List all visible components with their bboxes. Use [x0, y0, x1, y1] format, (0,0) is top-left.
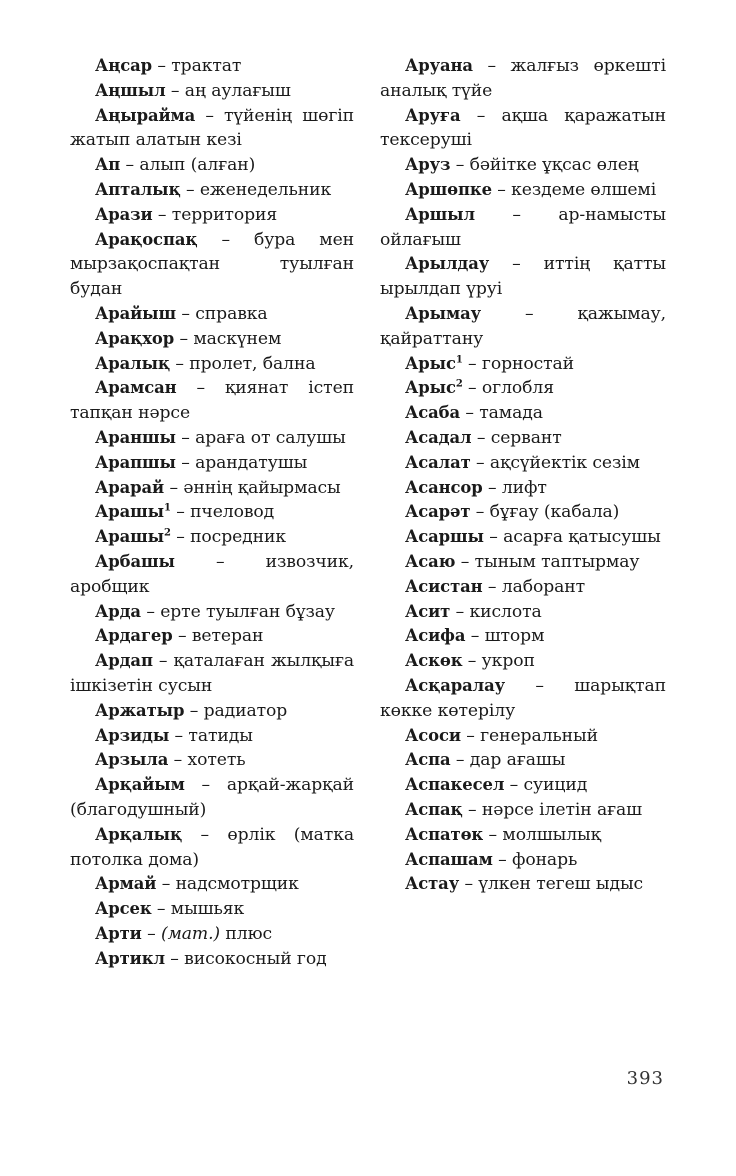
- dictionary-entry: Аскөк – укроп: [405, 651, 535, 672]
- entry-headword: Араншы: [95, 427, 176, 447]
- dictionary-entry: Аруз – бәйітке ұқсас өлең: [405, 155, 639, 176]
- entry-definition: жалғыз өркешті аналық түйе: [380, 56, 666, 101]
- entry-definition: дар ағашы: [469, 750, 566, 771]
- entry-definition: надсмотрщик: [175, 874, 299, 895]
- entry-headword: Асалат: [405, 452, 471, 472]
- dictionary-entry: Арарай – әннің қайырмасы: [95, 477, 341, 498]
- entry-definition: үлкен тегеш ыдыс: [478, 874, 644, 895]
- entry-headword: Арашы: [95, 527, 164, 547]
- left-column: [70, 54, 354, 971]
- entry-headword: Аспашам: [405, 849, 493, 869]
- entry-headword: Арақоспақ: [95, 229, 198, 249]
- dictionary-entry: Аспақ – нәрсе ілетін ағаш: [405, 799, 643, 820]
- entry-headword: Аржатыр: [95, 700, 185, 720]
- entry-definition: укроп: [481, 651, 535, 672]
- dictionary-entry: Аңырайма – түйенің шөгіп жатып алатын кезі: [70, 105, 354, 151]
- entry-definition: молшылық: [502, 824, 601, 845]
- entry-definition: еженедельник: [199, 179, 332, 200]
- dictionary-entry: Аруана – жалғыз өркешті аналық түйе: [380, 56, 666, 101]
- dictionary-entry: Аруға – ақша қаражатын тексеруші: [380, 105, 666, 151]
- dictionary-entry: Аршөпке – кездеме өлшемі: [405, 179, 657, 200]
- entry-headword: Арыс: [405, 378, 456, 398]
- dictionary-entry: Ардагер – ветеран: [95, 626, 264, 647]
- entry-definition: трактат: [171, 56, 242, 76]
- entry-headword: Асарәт: [405, 502, 471, 522]
- entry-definition: ақша қаражатын тексеруші: [380, 105, 666, 151]
- dictionary-entry: Астау – үлкен тегеш ыдыс: [405, 874, 644, 895]
- dictionary-entry: Асадал – сервант: [405, 427, 562, 448]
- entry-headword: Аспакесел: [405, 775, 505, 795]
- entry-definition: генеральный: [480, 725, 598, 746]
- entry-headword: Артикл: [95, 948, 165, 968]
- dictionary-entry: Асистан – лаборант: [405, 576, 586, 597]
- dictionary-entry: Арыс$^1$ – горностай: [405, 353, 575, 374]
- dictionary-entry: Арти – (мат.) плюс: [95, 923, 272, 944]
- entry-definition: ветеран: [191, 626, 264, 647]
- entry-homonym-number: 2: [163, 527, 171, 539]
- entry-definition: қажымау, қайраттану: [380, 303, 666, 349]
- entry-definition: қаталаған жылқыға ішкізетін сусын: [70, 651, 354, 696]
- dictionary-entry: Аралық – пролет, бална: [95, 353, 316, 374]
- entry-definition: високосный год: [184, 948, 327, 969]
- dictionary-entry: Арыс$^2$ – оглобля: [405, 378, 554, 399]
- dictionary-entry: Асқаралау – шарықтап көкке көтерілу: [380, 675, 666, 721]
- entry-headword: Астау: [405, 874, 460, 894]
- entry-headword: Аспа: [405, 750, 451, 770]
- dictionary-entry: Асифа – шторм: [405, 626, 545, 647]
- entry-definition: сервант: [490, 427, 562, 448]
- dictionary-entry: Арази – территория: [95, 204, 278, 225]
- entry-headword: Аскөк: [405, 651, 463, 671]
- entry-headword: Ардагер: [95, 626, 173, 646]
- entry-headword: Аспатөк: [405, 824, 484, 844]
- entry-headword: Арбашы: [95, 551, 175, 571]
- dictionary-entry: Асаю – тыным таптырмау: [405, 551, 640, 572]
- dictionary-entry: Асит – кислота: [405, 601, 542, 622]
- entry-headword: Ап: [95, 155, 121, 175]
- entry-headword: Апталық: [95, 179, 181, 199]
- dictionary-entry: Асарәт – бұғау (кабала): [405, 502, 620, 523]
- dictionary-entry: Асоси – генеральный: [405, 725, 598, 746]
- entry-headword: Арқайым: [95, 775, 185, 795]
- entry-definition: ерте туылған бұзау: [160, 601, 335, 622]
- entry-definition: тыным таптырмау: [474, 551, 640, 572]
- entry-definition: пчеловод: [190, 502, 275, 523]
- entry-homonym-number: 2: [455, 378, 463, 390]
- entry-definition: асарға қатысушы: [503, 527, 661, 548]
- dictionary-entry: Арақоспақ – бура мен мырзақоспақтан туылған будан: [70, 229, 354, 300]
- dictionary-entry: Арбашы – извозчик, аробщик: [70, 551, 354, 597]
- dictionary-entry: Арсек – мышьяк: [95, 899, 245, 920]
- entry-headword: Арзыла: [95, 750, 169, 770]
- entry-headword: Арқалық: [95, 824, 183, 844]
- entry-definition: нәрсе ілетін ағаш: [481, 799, 643, 820]
- dictionary-entry: Асаба – тамада: [405, 403, 543, 424]
- entry-headword: Арази: [95, 204, 153, 224]
- entry-definition: кислота: [469, 601, 542, 622]
- dictionary-entry: Аңсар – трактат: [95, 56, 242, 76]
- entry-headword: Арайыш: [95, 303, 177, 323]
- entry-definition: пролет, бална: [189, 353, 316, 374]
- entry-headword: Арылдау: [405, 254, 490, 274]
- entry-headword: Арти: [95, 923, 142, 943]
- entry-headword: Асқаралау: [405, 675, 505, 695]
- entry-headword: Арыс: [405, 353, 456, 373]
- dictionary-entry: Арзиды – татиды: [95, 725, 253, 746]
- entry-definition: татиды: [188, 725, 253, 746]
- entry-definition: қиянат істеп тапқан нәрсе: [70, 378, 354, 424]
- entry-headword: Аршөпке: [405, 179, 492, 199]
- dictionary-entry: Арамсан – қиянат істеп тапқан нәрсе: [70, 378, 354, 424]
- entry-headword: Аршыл: [405, 204, 475, 224]
- dictionary-entry: Аңшыл – аң аулағыш: [95, 80, 291, 101]
- entry-definition: арқай-жарқай (благодушный): [70, 775, 354, 820]
- entry-homonym-number: 1: [455, 353, 463, 365]
- dictionary-entry: Аспакесел – суицид: [405, 775, 588, 796]
- entry-definition: плюс: [225, 923, 272, 944]
- dictionary-entry: Аспатөк – молшылық: [405, 824, 601, 845]
- entry-headword: Армай: [95, 874, 157, 894]
- dictionary-entry: Арақхор – маскүнем: [95, 328, 282, 349]
- entry-definition: аң аулағыш: [184, 80, 291, 101]
- right-column: [380, 54, 666, 897]
- entry-definition: лифт: [501, 477, 547, 498]
- dictionary-entry: Армай – надсмотрщик: [95, 874, 299, 895]
- entry-headword: Аруана: [405, 56, 473, 75]
- dictionary-entry: Ап – алып (алған): [95, 155, 256, 176]
- entry-headword: Асаю: [405, 551, 456, 571]
- dictionary-entry: Арзыла – хотеть: [95, 750, 246, 771]
- dictionary-entry: Арашы$^2$ – посредник: [95, 527, 287, 548]
- dictionary-entry: Арда – ерте туылған бұзау: [95, 601, 335, 622]
- entry-definition: суицид: [523, 775, 588, 796]
- page-number: 393: [626, 1068, 664, 1089]
- entry-headword: Аруға: [405, 105, 461, 125]
- entry-definition: кездеме өлшемі: [511, 179, 657, 200]
- entry-definition: түйенің шөгіп жатып алатын кезі: [70, 105, 354, 151]
- entry-definition: бәйітке ұқсас өлең: [469, 155, 639, 176]
- entry-definition: арандатушы: [195, 452, 308, 473]
- entry-definition: өрлік (матка потолка дома): [70, 824, 354, 870]
- entry-headword: Арда: [95, 601, 141, 621]
- entry-definition: шторм: [484, 626, 545, 647]
- entry-headword: Аңсар: [95, 56, 153, 75]
- dictionary-entry: Аржатыр – радиатор: [95, 700, 288, 721]
- entry-definition: горностай: [481, 353, 575, 374]
- entry-headword: Арақхор: [95, 328, 175, 348]
- entry-definition: ар-намысты ойлағыш: [380, 204, 666, 250]
- entry-usage-label: (мат.): [160, 923, 221, 944]
- entry-headword: Арымау: [405, 303, 481, 323]
- entry-definition: алып (алған): [139, 155, 256, 176]
- entry-headword: Асистан: [405, 576, 483, 596]
- entry-definition: извозчик, аробщик: [70, 551, 354, 597]
- dictionary-entry: Арашы$^1$ – пчеловод: [95, 502, 275, 523]
- entry-definition: әннің қайырмасы: [183, 477, 341, 498]
- entry-homonym-number: 1: [163, 502, 171, 514]
- dictionary-entry: Апталық – еженедельник: [95, 179, 332, 200]
- entry-definition: араға от салушы: [195, 427, 346, 448]
- entry-definition: радиатор: [203, 700, 288, 721]
- entry-headword: Арамсан: [95, 378, 177, 398]
- entry-headword: Асоси: [405, 725, 461, 745]
- entry-definition: лаборант: [501, 576, 586, 597]
- entry-headword: Ардап: [95, 651, 153, 671]
- dictionary-entry: Асалат – ақсүйектік сезім: [405, 452, 640, 473]
- entry-definition: хотеть: [187, 750, 246, 771]
- dictionary-entry: Аспашам – фонарь: [405, 849, 578, 870]
- dictionary-entry: Аршыл – ар-намысты ойлағыш: [380, 204, 666, 250]
- dictionary-entry: Ардап – қаталаған жылқыға ішкізетін сусын: [70, 651, 354, 696]
- dictionary-entry: Арылдау – иттің қатты ырылдап үруі: [380, 254, 666, 300]
- entry-definition: оглобля: [481, 378, 554, 399]
- entry-headword: Асансор: [405, 477, 483, 497]
- entry-definition: шарықтап көкке көтерілу: [380, 675, 666, 721]
- entry-headword: Аңшыл: [95, 80, 166, 100]
- entry-headword: Асадал: [405, 427, 472, 447]
- dictionary-entry: Араншы – араға от салушы: [95, 427, 346, 448]
- entry-headword: Аспақ: [405, 799, 463, 819]
- entry-definition: фонарь: [511, 849, 578, 870]
- entry-headword: Аралық: [95, 353, 171, 373]
- dictionary-entry: Арапшы – арандатушы: [95, 452, 308, 473]
- entry-headword: Асаршы: [405, 527, 484, 547]
- dictionary-entry: Арқайым – арқай-жарқай (благодушный): [70, 775, 354, 820]
- dictionary-entry: Арайыш – справка: [95, 303, 268, 324]
- entry-headword: Аңырайма: [95, 105, 196, 125]
- dictionary-entry: Арқалық – өрлік (матка потолка дома): [70, 824, 354, 870]
- entry-headword: Асифа: [405, 626, 466, 646]
- entry-definition: справка: [195, 303, 268, 324]
- entry-definition: бұғау (кабала): [489, 502, 620, 523]
- entry-definition: мышьяк: [170, 899, 245, 920]
- dictionary-entry: Арымау – қажымау, қайраттану: [380, 303, 666, 349]
- dictionary-entry: Асансор – лифт: [405, 477, 547, 498]
- entry-definition: ақсүйектік сезім: [489, 452, 640, 473]
- dictionary-entry: Артикл – високосный год: [95, 948, 327, 969]
- dictionary-entry: Асаршы – асарға қатысушы: [405, 527, 661, 548]
- entry-definition: территория: [171, 204, 278, 225]
- entry-definition: бура мен мырзақоспақтан туылған будан: [70, 229, 354, 300]
- dictionary-entry: Аспа – дар ағашы: [405, 750, 566, 771]
- entry-headword: Арашы: [95, 502, 164, 522]
- entry-headword: Арзиды: [95, 725, 170, 745]
- entry-headword: Арсек: [95, 899, 152, 919]
- entry-headword: Аруз: [405, 155, 451, 175]
- entry-headword: Асаба: [405, 403, 461, 423]
- entry-headword: Асит: [405, 601, 451, 621]
- entry-definition: иттің қатты ырылдап үруі: [380, 254, 666, 300]
- entry-definition: тамада: [479, 403, 543, 424]
- entry-headword: Арапшы: [95, 452, 176, 472]
- entry-headword: Арарай: [95, 477, 165, 497]
- entry-definition: посредник: [190, 527, 287, 548]
- entry-definition: маскүнем: [193, 328, 282, 349]
